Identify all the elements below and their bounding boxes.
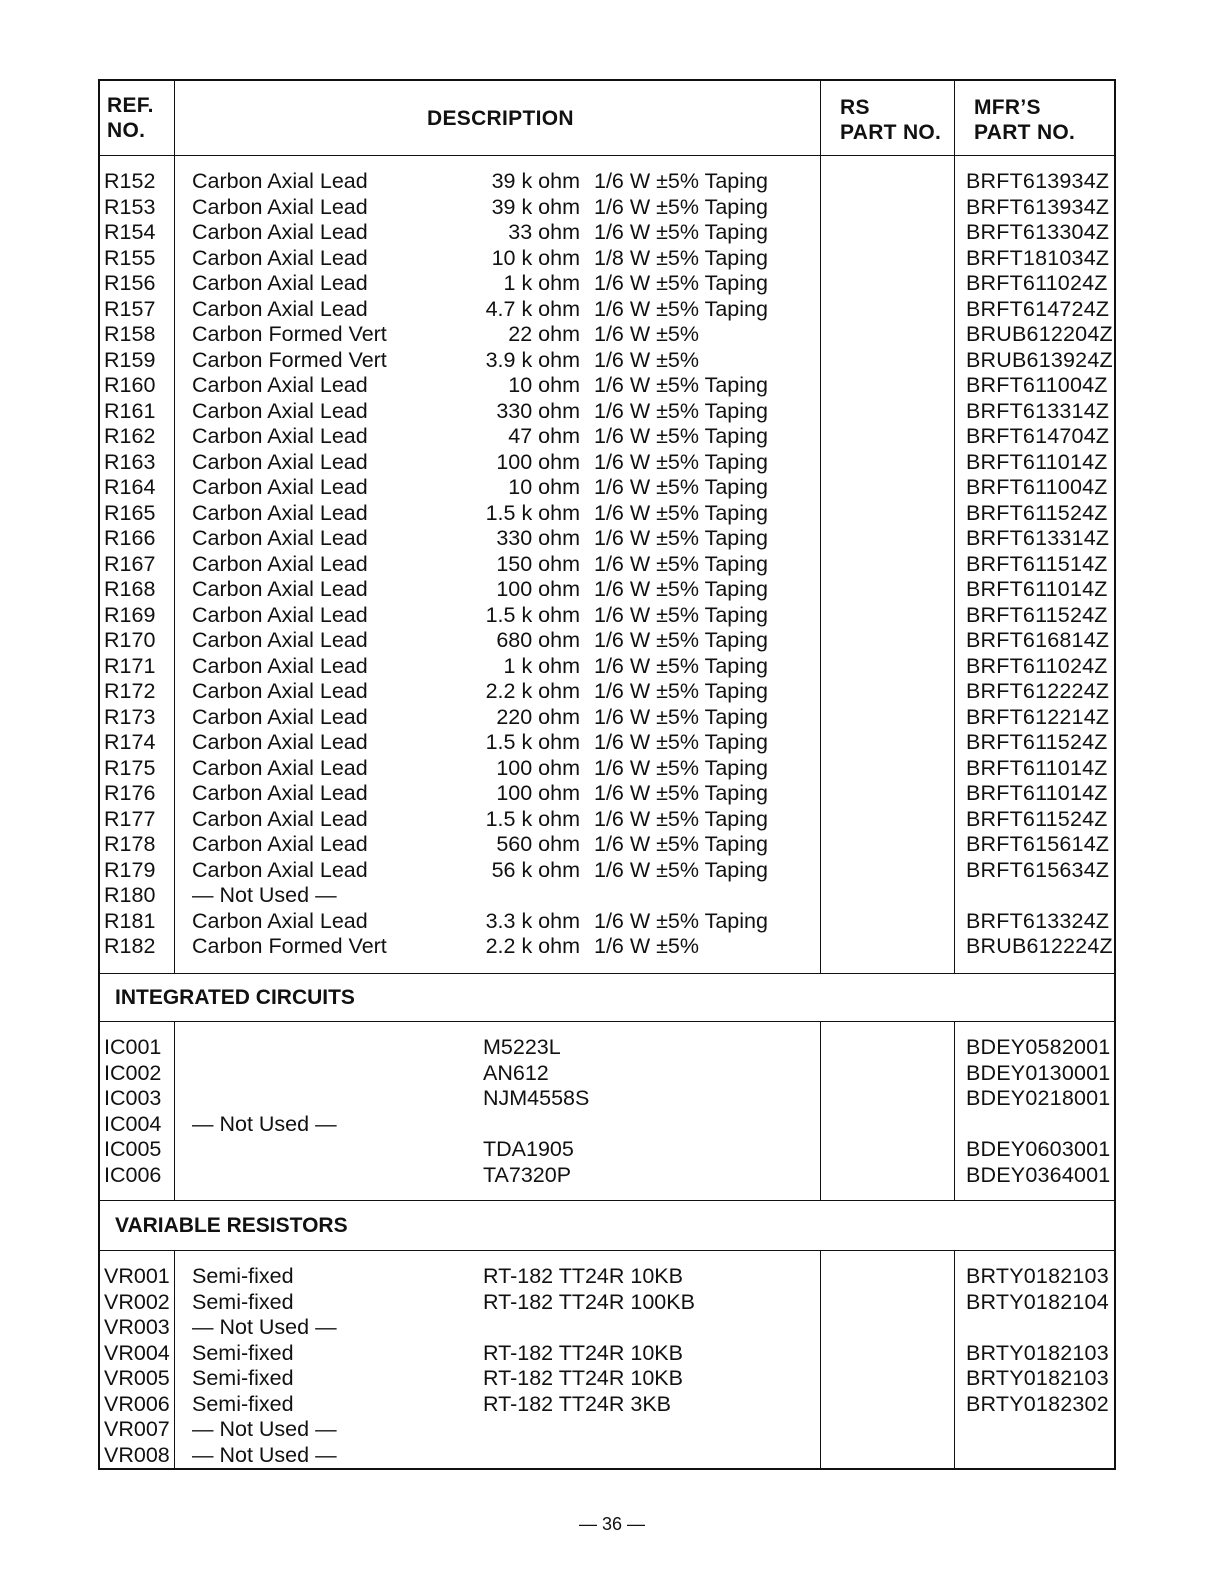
resistance-value: 4.7 k ohm: [485, 296, 580, 321]
table-row: [100, 297, 1114, 323]
description: Carbon Axial Lead: [192, 602, 368, 627]
resistance-value: 10 ohm: [508, 475, 580, 499]
rating-spec: 1/6 W ±5% Taping: [594, 806, 768, 831]
rating-spec: 1/6 W ±5% Taping: [594, 602, 768, 627]
table-row: [100, 424, 1114, 450]
description: Carbon Formed Vert: [192, 934, 387, 958]
resistance-value: 2.2 k ohm: [485, 934, 580, 958]
table-row: [100, 1341, 1114, 1367]
rating-spec: 1/6 W ±5% Taping: [594, 169, 768, 193]
table-row: [100, 730, 1114, 756]
mfr-part-no: BRFT613324Z: [966, 908, 1110, 933]
ref-no: R170: [104, 628, 156, 652]
ref-no: IC004: [104, 1111, 162, 1136]
table-row: [100, 1315, 1114, 1341]
table-row: [100, 195, 1114, 221]
ref-no: R168: [104, 577, 156, 601]
resistance-value: 560 ohm: [496, 832, 580, 856]
table-row: [100, 807, 1114, 833]
ref-no: R164: [104, 475, 156, 499]
description: Semi-fixed: [192, 1289, 294, 1314]
resistance-value: 56 k ohm: [491, 857, 580, 882]
header-rs-part-no: RS PART NO.: [840, 96, 942, 144]
mfr-part-no: BRFT613934Z: [966, 194, 1110, 219]
ref-no: IC001: [104, 1035, 162, 1059]
resistance-value: 1.5 k ohm: [485, 730, 580, 754]
resistance-value: 2.2 k ohm: [485, 679, 580, 703]
ic-section-title: INTEGRATED CIRCUITS: [115, 986, 355, 1009]
table-row: [100, 552, 1114, 578]
rating-spec: 1/6 W ±5% Taping: [594, 653, 768, 678]
table-row: [100, 501, 1114, 527]
mfr-part-no: BDEY0130001: [966, 1060, 1111, 1085]
ic-type: AN612: [483, 1060, 549, 1085]
table-row: [100, 1061, 1114, 1087]
resistance-value: 100 ohm: [496, 781, 580, 805]
mfr-part-no: BRFT612214Z: [966, 704, 1110, 729]
ref-no: R174: [104, 730, 156, 754]
resistance-value: 1 k ohm: [503, 653, 580, 678]
ref-no: R178: [104, 832, 156, 856]
description: Carbon Axial Lead: [192, 449, 368, 474]
table-row: [100, 1035, 1114, 1061]
mfr-part-no: BRFT611524Z: [966, 806, 1108, 831]
parts-list-table: [98, 79, 1116, 1470]
table-row: [100, 169, 1114, 195]
description: — Not Used —: [192, 1315, 337, 1339]
rating-spec: 1/6 W ±5% Taping: [594, 449, 768, 474]
ref-no: R154: [104, 220, 156, 244]
description: Carbon Axial Lead: [192, 271, 368, 295]
mfr-part-no: BRFT611524Z: [966, 602, 1108, 627]
resistance-value: 1.5 k ohm: [485, 806, 580, 831]
resistance-value: 3.9 k ohm: [485, 347, 580, 372]
ref-no: R171: [104, 653, 156, 678]
resistance-value: 1 k ohm: [503, 271, 580, 295]
table-row: [100, 526, 1114, 552]
table-row: [100, 475, 1114, 501]
description: Carbon Axial Lead: [192, 577, 368, 601]
ref-no: VR001: [104, 1264, 170, 1288]
resistance-value: 39 k ohm: [491, 169, 580, 193]
ic-section-top-rule: [100, 973, 1114, 974]
table-row: [100, 322, 1114, 348]
mfr-part-no: BRFT611004Z: [966, 475, 1108, 499]
ref-no: R182: [104, 934, 156, 958]
ref-no: VR004: [104, 1340, 170, 1365]
rating-spec: 1/6 W ±5% Taping: [594, 194, 768, 219]
table-row: [100, 399, 1114, 425]
ref-no: R153: [104, 194, 156, 219]
ref-no: VR008: [104, 1442, 170, 1467]
table-row: [100, 1264, 1114, 1290]
header-mfr-part-no: MFR’S PART NO.: [974, 96, 1076, 144]
mfr-part-no: BRFT613314Z: [966, 398, 1110, 423]
ic-type: NJM4558S: [483, 1086, 590, 1110]
table-row: [100, 220, 1114, 246]
ref-no: R181: [104, 908, 156, 933]
ref-no: IC006: [104, 1162, 162, 1187]
resistance-value: 330 ohm: [496, 398, 580, 423]
rating-spec: 1/6 W ±5% Taping: [594, 730, 768, 754]
ref-no: R172: [104, 679, 156, 703]
table-row: [100, 934, 1114, 960]
ref-no: R156: [104, 271, 156, 295]
ref-no: R157: [104, 296, 156, 321]
table-row: [100, 1443, 1114, 1469]
vr-type: RT-182 TT24R 10KB: [483, 1264, 683, 1288]
mfr-part-no: BDEY0582001: [966, 1035, 1111, 1059]
mfr-part-no: BRTY0182104: [966, 1289, 1109, 1314]
rating-spec: 1/6 W ±5% Taping: [594, 577, 768, 601]
resistance-value: 10 k ohm: [491, 245, 580, 270]
rating-spec: 1/6 W ±5% Taping: [594, 781, 768, 805]
ref-no: VR007: [104, 1417, 170, 1441]
rating-spec: 1/6 W ±5% Taping: [594, 679, 768, 703]
mfr-part-no: BRTY0182302: [966, 1391, 1109, 1416]
description: Carbon Axial Lead: [192, 653, 368, 678]
description: Carbon Formed Vert: [192, 347, 387, 372]
mfr-part-no: BDEY0364001: [966, 1162, 1111, 1187]
ref-no: IC005: [104, 1137, 162, 1161]
table-row: [100, 679, 1114, 705]
table-row: [100, 246, 1114, 272]
vr-section-top-rule: [100, 1200, 1114, 1201]
table-row: [100, 603, 1114, 629]
rating-spec: 1/6 W ±5% Taping: [594, 755, 768, 780]
description: Carbon Axial Lead: [192, 806, 368, 831]
resistance-value: 100 ohm: [496, 449, 580, 474]
description: Carbon Axial Lead: [192, 169, 368, 193]
table-row: [100, 1290, 1114, 1316]
table-row: [100, 1417, 1114, 1443]
description: Carbon Axial Lead: [192, 857, 368, 882]
ic-type: TDA1905: [483, 1137, 574, 1161]
table-row: [100, 1163, 1114, 1189]
mfr-part-no: BRTY0182103: [966, 1366, 1109, 1390]
ref-no: VR005: [104, 1366, 170, 1390]
description: Carbon Axial Lead: [192, 424, 368, 448]
resistance-value: 1.5 k ohm: [485, 500, 580, 525]
vr-type: RT-182 TT24R 3KB: [483, 1391, 672, 1416]
mfr-part-no: BRFT611524Z: [966, 500, 1108, 525]
resistance-value: 220 ohm: [496, 704, 580, 729]
mfr-part-no: BDEY0603001: [966, 1137, 1111, 1161]
ref-no: R169: [104, 602, 156, 627]
description: Carbon Axial Lead: [192, 373, 368, 397]
rating-spec: 1/6 W ±5% Taping: [594, 704, 768, 729]
ref-no: R179: [104, 857, 156, 882]
description: Carbon Axial Lead: [192, 220, 368, 244]
header-ref-no: REF. NO.: [107, 94, 154, 142]
rating-spec: 1/6 W ±5% Taping: [594, 424, 768, 448]
description: Carbon Axial Lead: [192, 755, 368, 780]
resistance-value: 330 ohm: [496, 526, 580, 550]
resistance-value: 10 ohm: [508, 373, 580, 397]
mfr-part-no: BRFT613314Z: [966, 526, 1110, 550]
ref-no: R177: [104, 806, 156, 831]
ref-no: R175: [104, 755, 156, 780]
resistance-value: 33 ohm: [508, 220, 580, 244]
description: Carbon Axial Lead: [192, 475, 368, 499]
mfr-part-no: BRFT611024Z: [966, 653, 1108, 678]
ref-no: R155: [104, 245, 156, 270]
mfr-part-no: BDEY0218001: [966, 1086, 1111, 1110]
rating-spec: 1/6 W ±5%: [594, 347, 700, 372]
table-row: [100, 1112, 1114, 1138]
description: Carbon Axial Lead: [192, 628, 368, 652]
ref-no: R180: [104, 883, 156, 907]
table-row: [100, 1137, 1114, 1163]
description: Carbon Formed Vert: [192, 322, 387, 346]
mfr-part-no: BRFT613304Z: [966, 220, 1110, 244]
description: Carbon Axial Lead: [192, 679, 368, 703]
vr-type: RT-182 TT24R 100KB: [483, 1289, 695, 1314]
description: — Not Used —: [192, 1111, 337, 1136]
vr-section-title: VARIABLE RESISTORS: [115, 1214, 348, 1237]
ref-no: IC002: [104, 1060, 162, 1085]
ref-no: VR002: [104, 1289, 170, 1314]
ref-no: IC003: [104, 1086, 162, 1110]
mfr-part-no: BRFT614724Z: [966, 296, 1110, 321]
rating-spec: 1/6 W ±5% Taping: [594, 398, 768, 423]
mfr-part-no: BRFT611014Z: [966, 449, 1108, 474]
resistance-value: 100 ohm: [496, 755, 580, 780]
description: Carbon Axial Lead: [192, 551, 368, 576]
resistance-value: 150 ohm: [496, 551, 580, 576]
description: Carbon Axial Lead: [192, 245, 368, 270]
ref-no: R167: [104, 551, 156, 576]
table-row: [100, 450, 1114, 476]
description: Carbon Axial Lead: [192, 500, 368, 525]
resistance-value: 39 k ohm: [491, 194, 580, 219]
description: Carbon Axial Lead: [192, 832, 368, 856]
rating-spec: 1/6 W ±5% Taping: [594, 526, 768, 550]
description: Semi-fixed: [192, 1340, 294, 1365]
table-row: [100, 883, 1114, 909]
mfr-part-no: BRFT612224Z: [966, 679, 1110, 703]
rating-spec: 1/6 W ±5% Taping: [594, 832, 768, 856]
ref-no: R159: [104, 347, 156, 372]
mfr-part-no: BRFT615634Z: [966, 857, 1110, 882]
mfr-part-no: BRUB613924Z: [966, 347, 1113, 372]
table-row: [100, 1392, 1114, 1418]
description: Carbon Axial Lead: [192, 526, 368, 550]
rating-spec: 1/6 W ±5% Taping: [594, 475, 768, 499]
header-description: DESCRIPTION: [427, 107, 574, 130]
mfr-part-no: BRTY0182103: [966, 1340, 1109, 1365]
vr-section-bottom-rule: [100, 1250, 1114, 1251]
ref-no: R152: [104, 169, 156, 193]
mfr-part-no: BRFT611024Z: [966, 271, 1108, 295]
description: Semi-fixed: [192, 1264, 294, 1288]
resistance-value: 680 ohm: [496, 628, 580, 652]
table-row: [100, 577, 1114, 603]
ic-type: M5223L: [483, 1035, 561, 1059]
mfr-part-no: BRUB612224Z: [966, 934, 1113, 958]
table-row: [100, 858, 1114, 884]
rating-spec: 1/6 W ±5% Taping: [594, 500, 768, 525]
rating-spec: 1/6 W ±5% Taping: [594, 857, 768, 882]
table-row: [100, 781, 1114, 807]
resistance-value: 100 ohm: [496, 577, 580, 601]
ref-no: R160: [104, 373, 156, 397]
resistance-value: 3.3 k ohm: [485, 908, 580, 933]
description: Semi-fixed: [192, 1391, 294, 1416]
ic-type: TA7320P: [483, 1162, 572, 1187]
rating-spec: 1/6 W ±5% Taping: [594, 551, 768, 576]
mfr-part-no: BRFT611524Z: [966, 730, 1108, 754]
table-row: [100, 832, 1114, 858]
rating-spec: 1/6 W ±5% Taping: [594, 373, 768, 397]
ref-no: R158: [104, 322, 156, 346]
mfr-part-no: BRFT611014Z: [966, 755, 1108, 780]
mfr-part-no: BRFT611514Z: [966, 551, 1108, 576]
ref-no: VR006: [104, 1391, 170, 1416]
rating-spec: 1/6 W ±5% Taping: [594, 296, 768, 321]
table-row: [100, 271, 1114, 297]
page-number: — 36 —: [578, 1514, 646, 1534]
description: Carbon Axial Lead: [192, 730, 368, 754]
rating-spec: 1/6 W ±5%: [594, 934, 700, 958]
description: Carbon Axial Lead: [192, 296, 368, 321]
resistance-value: 22 ohm: [508, 322, 580, 346]
mfr-part-no: BRFT614704Z: [966, 424, 1110, 448]
rating-spec: 1/6 W ±5% Taping: [594, 628, 768, 652]
mfr-part-no: BRUB612204Z: [966, 322, 1113, 346]
table-row: [100, 628, 1114, 654]
ref-no: R166: [104, 526, 156, 550]
mfr-part-no: BRFT181034Z: [966, 245, 1110, 270]
description: Semi-fixed: [192, 1366, 294, 1390]
table-row: [100, 909, 1114, 935]
description: — Not Used —: [192, 1442, 337, 1467]
description: — Not Used —: [192, 1417, 337, 1441]
ref-no: R162: [104, 424, 156, 448]
ref-no: VR003: [104, 1315, 170, 1339]
ref-no: R176: [104, 781, 156, 805]
ref-no: R173: [104, 704, 156, 729]
table-row: [100, 348, 1114, 374]
vr-type: RT-182 TT24R 10KB: [483, 1340, 683, 1365]
rating-spec: 1/6 W ±5% Taping: [594, 271, 768, 295]
table-row: [100, 654, 1114, 680]
ref-no: R163: [104, 449, 156, 474]
rating-spec: 1/6 W ±5% Taping: [594, 908, 768, 933]
mfr-part-no: BRFT615614Z: [966, 832, 1110, 856]
resistance-value: 1.5 k ohm: [485, 602, 580, 627]
header-divider: [100, 155, 1114, 156]
ref-no: R165: [104, 500, 156, 525]
description: Carbon Axial Lead: [192, 194, 368, 219]
resistance-value: 47 ohm: [508, 424, 580, 448]
description: Carbon Axial Lead: [192, 908, 368, 933]
table-row: [100, 756, 1114, 782]
description: Carbon Axial Lead: [192, 398, 368, 423]
ref-no: R161: [104, 398, 156, 423]
ic-section-bottom-rule: [100, 1021, 1114, 1022]
rating-spec: 1/6 W ±5%: [594, 322, 700, 346]
rating-spec: 1/8 W ±5% Taping: [594, 245, 768, 270]
mfr-part-no: BRFT616814Z: [966, 628, 1110, 652]
description: Carbon Axial Lead: [192, 704, 368, 729]
table-row: [100, 373, 1114, 399]
mfr-part-no: BRTY0182103: [966, 1264, 1109, 1288]
description: — Not Used —: [192, 883, 337, 907]
mfr-part-no: BRFT611014Z: [966, 781, 1108, 805]
rating-spec: 1/6 W ±5% Taping: [594, 220, 768, 244]
vr-type: RT-182 TT24R 10KB: [483, 1366, 683, 1390]
mfr-part-no: BRFT611004Z: [966, 373, 1108, 397]
table-row: [100, 1366, 1114, 1392]
table-row: [100, 1086, 1114, 1112]
description: Carbon Axial Lead: [192, 781, 368, 805]
mfr-part-no: BRFT611014Z: [966, 577, 1108, 601]
mfr-part-no: BRFT613934Z: [966, 169, 1110, 193]
table-row: [100, 705, 1114, 731]
